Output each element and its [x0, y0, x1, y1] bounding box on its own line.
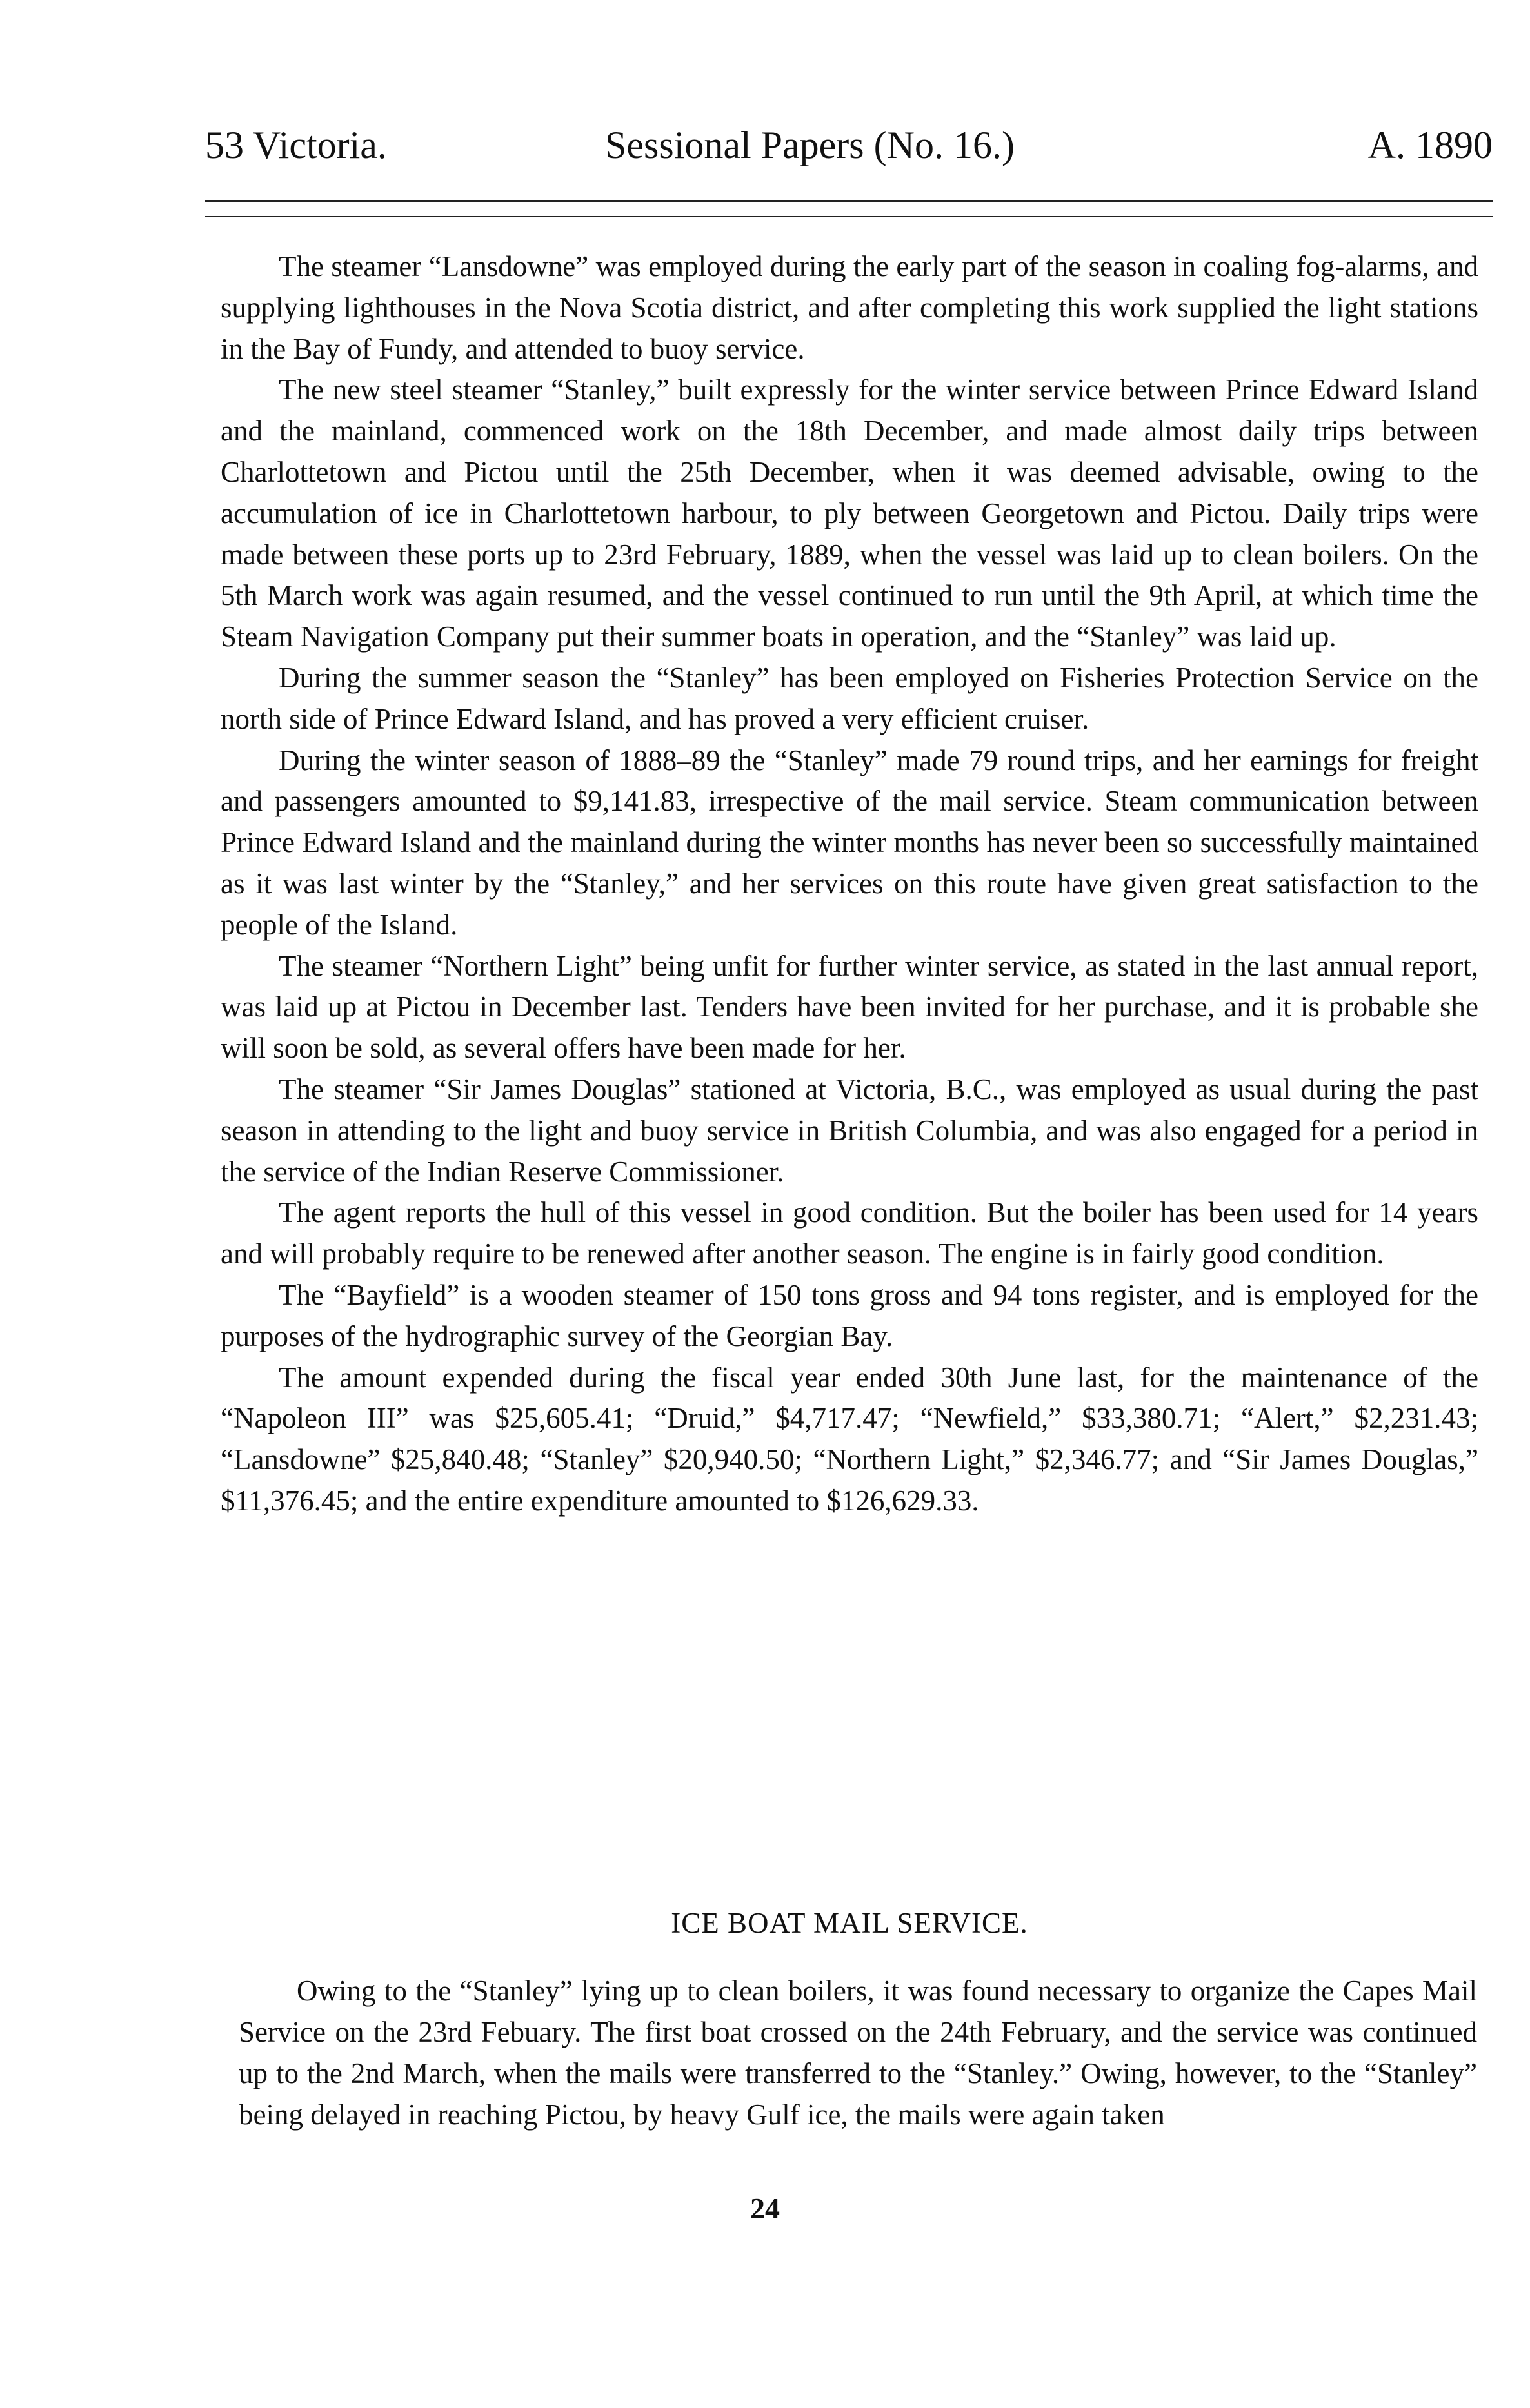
paragraph: The new steel steamer “Stanley,” built expressly for the winter service between Prince Edward Island and the mainland, commenced work on the 18th December, and made almost daily trips between Charlottetown and Pictou until the 25th December, when it was deemed advisable, owing to the accumulation of ice in Charlottetown harbour, to ply between Georgetown and Pictou. Daily trips were made between these ports up to 23rd February, 1889, when the vessel was laid up to clean boilers. On the 5th March work was again resumed, and the vessel continued to run until the 9th April, at which time the Steam Navigation Company put their summer boats in operation, and the “Stanley” was laid up.	[221, 373, 1478, 653]
paragraph: The amount expended during the fiscal year ended 30th June last, for the maintenance of the “Napoleon III” was $25,605.41; “Druid,” $4,717.47; “Newfield,” $33,380.71; “Alert,” $2,231.43; “Lansdowne” $25,840.48; “Stanley” $20,940.50; “Northern Light,” $2,346.77; and “Sir James Douglas,” $11,376.45; and the entire expenditure amounted to $126,629.33.	[221, 1361, 1478, 1517]
header-center: Sessional Papers (No. 16.)	[605, 124, 1015, 166]
header-right: A. 1890	[1367, 124, 1493, 166]
main-text	[221, 246, 1478, 1522]
header-rule-top	[205, 200, 1493, 202]
page-number: 24	[750, 2192, 780, 2225]
paragraph: During the winter season of 1888–89 the “Stanley” made 79 round trips, and her earnings for freight and passengers amounted to $9,141.83, irrespective of the mail service. Steam communication between Prince Edward Island and the mainland during the winter months has never been so successfully maintained as it was last winter by the “Stanley,” and her services on this route have given great satisfaction to the people of the Island.	[221, 744, 1478, 941]
section-text	[239, 1970, 1477, 2135]
paragraph: The agent reports the hull of this vessel in good condition. But the boiler has been used for 14 years and will probably require to be renewed after another season. The engine is in fairly good condition.	[221, 1196, 1478, 1270]
header-rule-bottom	[205, 216, 1493, 217]
paragraph: During the summer season the “Stanley” has been employed on Fisheries Protection Service on the north side of Prince Edward Island, and has proved a very efficient cruiser.	[221, 661, 1478, 735]
paragraph: The steamer “Northern Light” being unfit for further winter service, as stated in the last annual report, was laid up at Pictou in December last. Tenders have been invited for her purchase, and it is probable she will soon be sold, as several offers have been made for her.	[221, 949, 1478, 1065]
paragraph: The steamer “Lansdowne” was employed during the early part of the season in coaling fog-alarms, and supplying lighthouses in the Nova Scotia district, and after completing this work supplied the light stations in the Bay of Fundy, and attended to buoy service.	[221, 250, 1478, 365]
paragraph: The “Bayfield” is a wooden steamer of 150 tons gross and 94 tons register, and is employed for the purposes of the hydrographic survey of the Georgian Bay.	[221, 1278, 1478, 1352]
running-header	[205, 119, 1493, 171]
paragraph: Owing to the “Stanley” lying up to clean boilers, it was found necessary to organize the Capes Mail Service on the 23rd Febuary. The first boat crossed on the 24th February, and the service was continued up to the 2nd March, when the mails were transferred to the “Stanley.” Owing, however, to the “Stanley” being delayed in reaching Pictou, by heavy Gulf ice, the mails were again taken	[239, 1975, 1477, 2131]
paragraph: The steamer “Sir James Douglas” stationed at Victoria, B.C., was employed as usual during the past season in attending to the light and buoy service in British Columbia, and was also engaged for a period in the service of the Indian Reserve Commissioner.	[221, 1072, 1478, 1188]
section-heading: ICE BOAT MAIL SERVICE.	[671, 1907, 1028, 1939]
header-left: 53 Victoria.	[205, 124, 387, 166]
